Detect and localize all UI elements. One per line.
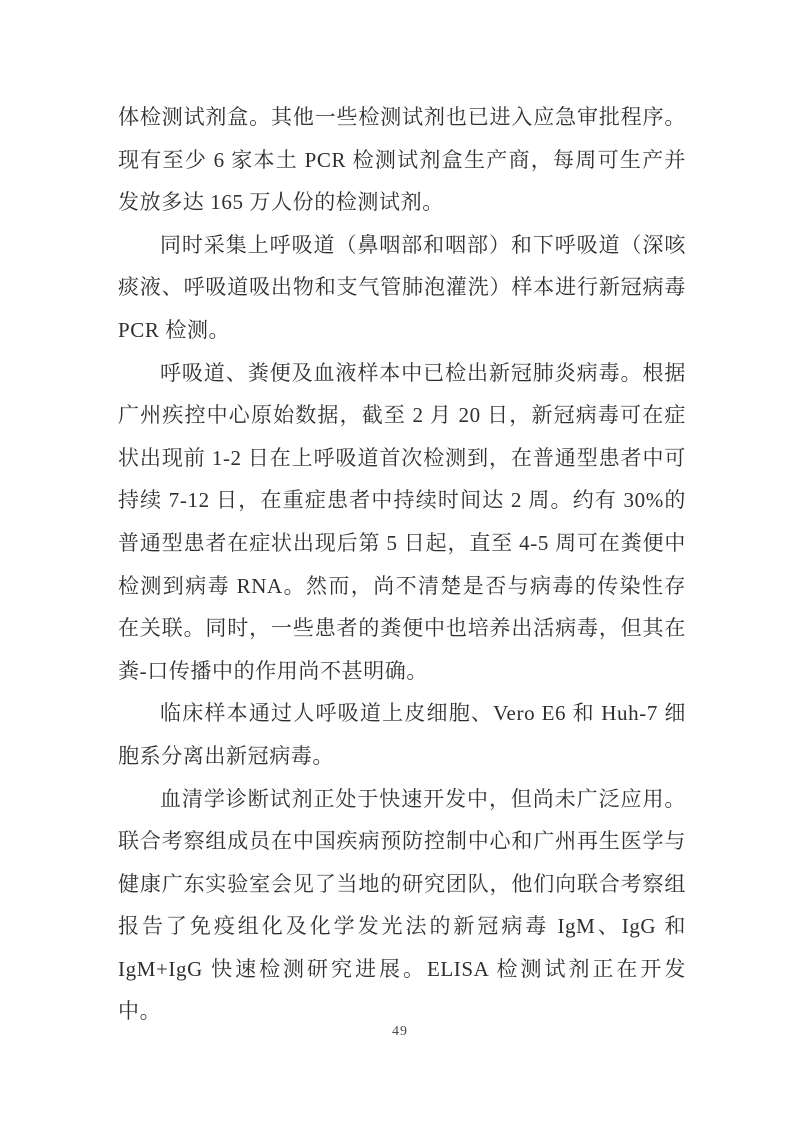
page-number: 49 — [392, 1024, 408, 1039]
paragraph-clinical-isolation: 临床样本通过人呼吸道上皮细胞、Vero E6 和 Huh-7 细胞系分离出新冠病毒。 — [118, 701, 686, 768]
paragraph-sample-collection: 同时采集上呼吸道（鼻咽部和咽部）和下呼吸道（深咳痰液、呼吸道吸出物和支气管肺泡灌洗）样本进行新冠病毒 PCR 检测。 — [118, 232, 686, 342]
paragraph-serology: 血清学诊断试剂正处于快速开发中，但尚未广泛应用。联合考察组成员在中国疾病预防控制中心和广州再生医学与健康广东实验室会见了当地的研究团队，他们向联合考察组报告了免疫组化及化学发光法的新冠病毒 IgM、IgG 和 IgM+IgG 快速检测研究进展。ELISA 检测试剂正在开发中。 — [118, 786, 686, 1024]
paragraph-continuation: 体检测试剂盒。其他一些检测试剂也已进入应急审批程序。现有至少 6 家本土 PCR 检测试剂盒生产商，每周可生产并发放多达 165 万人份的检测试剂。 — [118, 105, 686, 215]
paragraph-virus-detection: 呼吸道、粪便及血液样本中已检出新冠肺炎病毒。根据广州疾控中心原始数据，截至 2 月 20 日，新冠病毒可在症状出现前 1-2 日在上呼吸道首次检测到，在普通型患者中可持续 7-12 日，在重症患者中持续时间达 2 周。约有 30%的普通型患者在症状出现后第 5 日起，直至 4-5 周可在粪便中检测到病毒 RNA。然而，尚不清楚是否与病毒的传染性存在关联。同时，一些患者的粪便中也培养出活病毒，但其在粪-口传播中的作用尚不甚明确。 — [118, 360, 686, 683]
page-body-text — [118, 96, 686, 1033]
